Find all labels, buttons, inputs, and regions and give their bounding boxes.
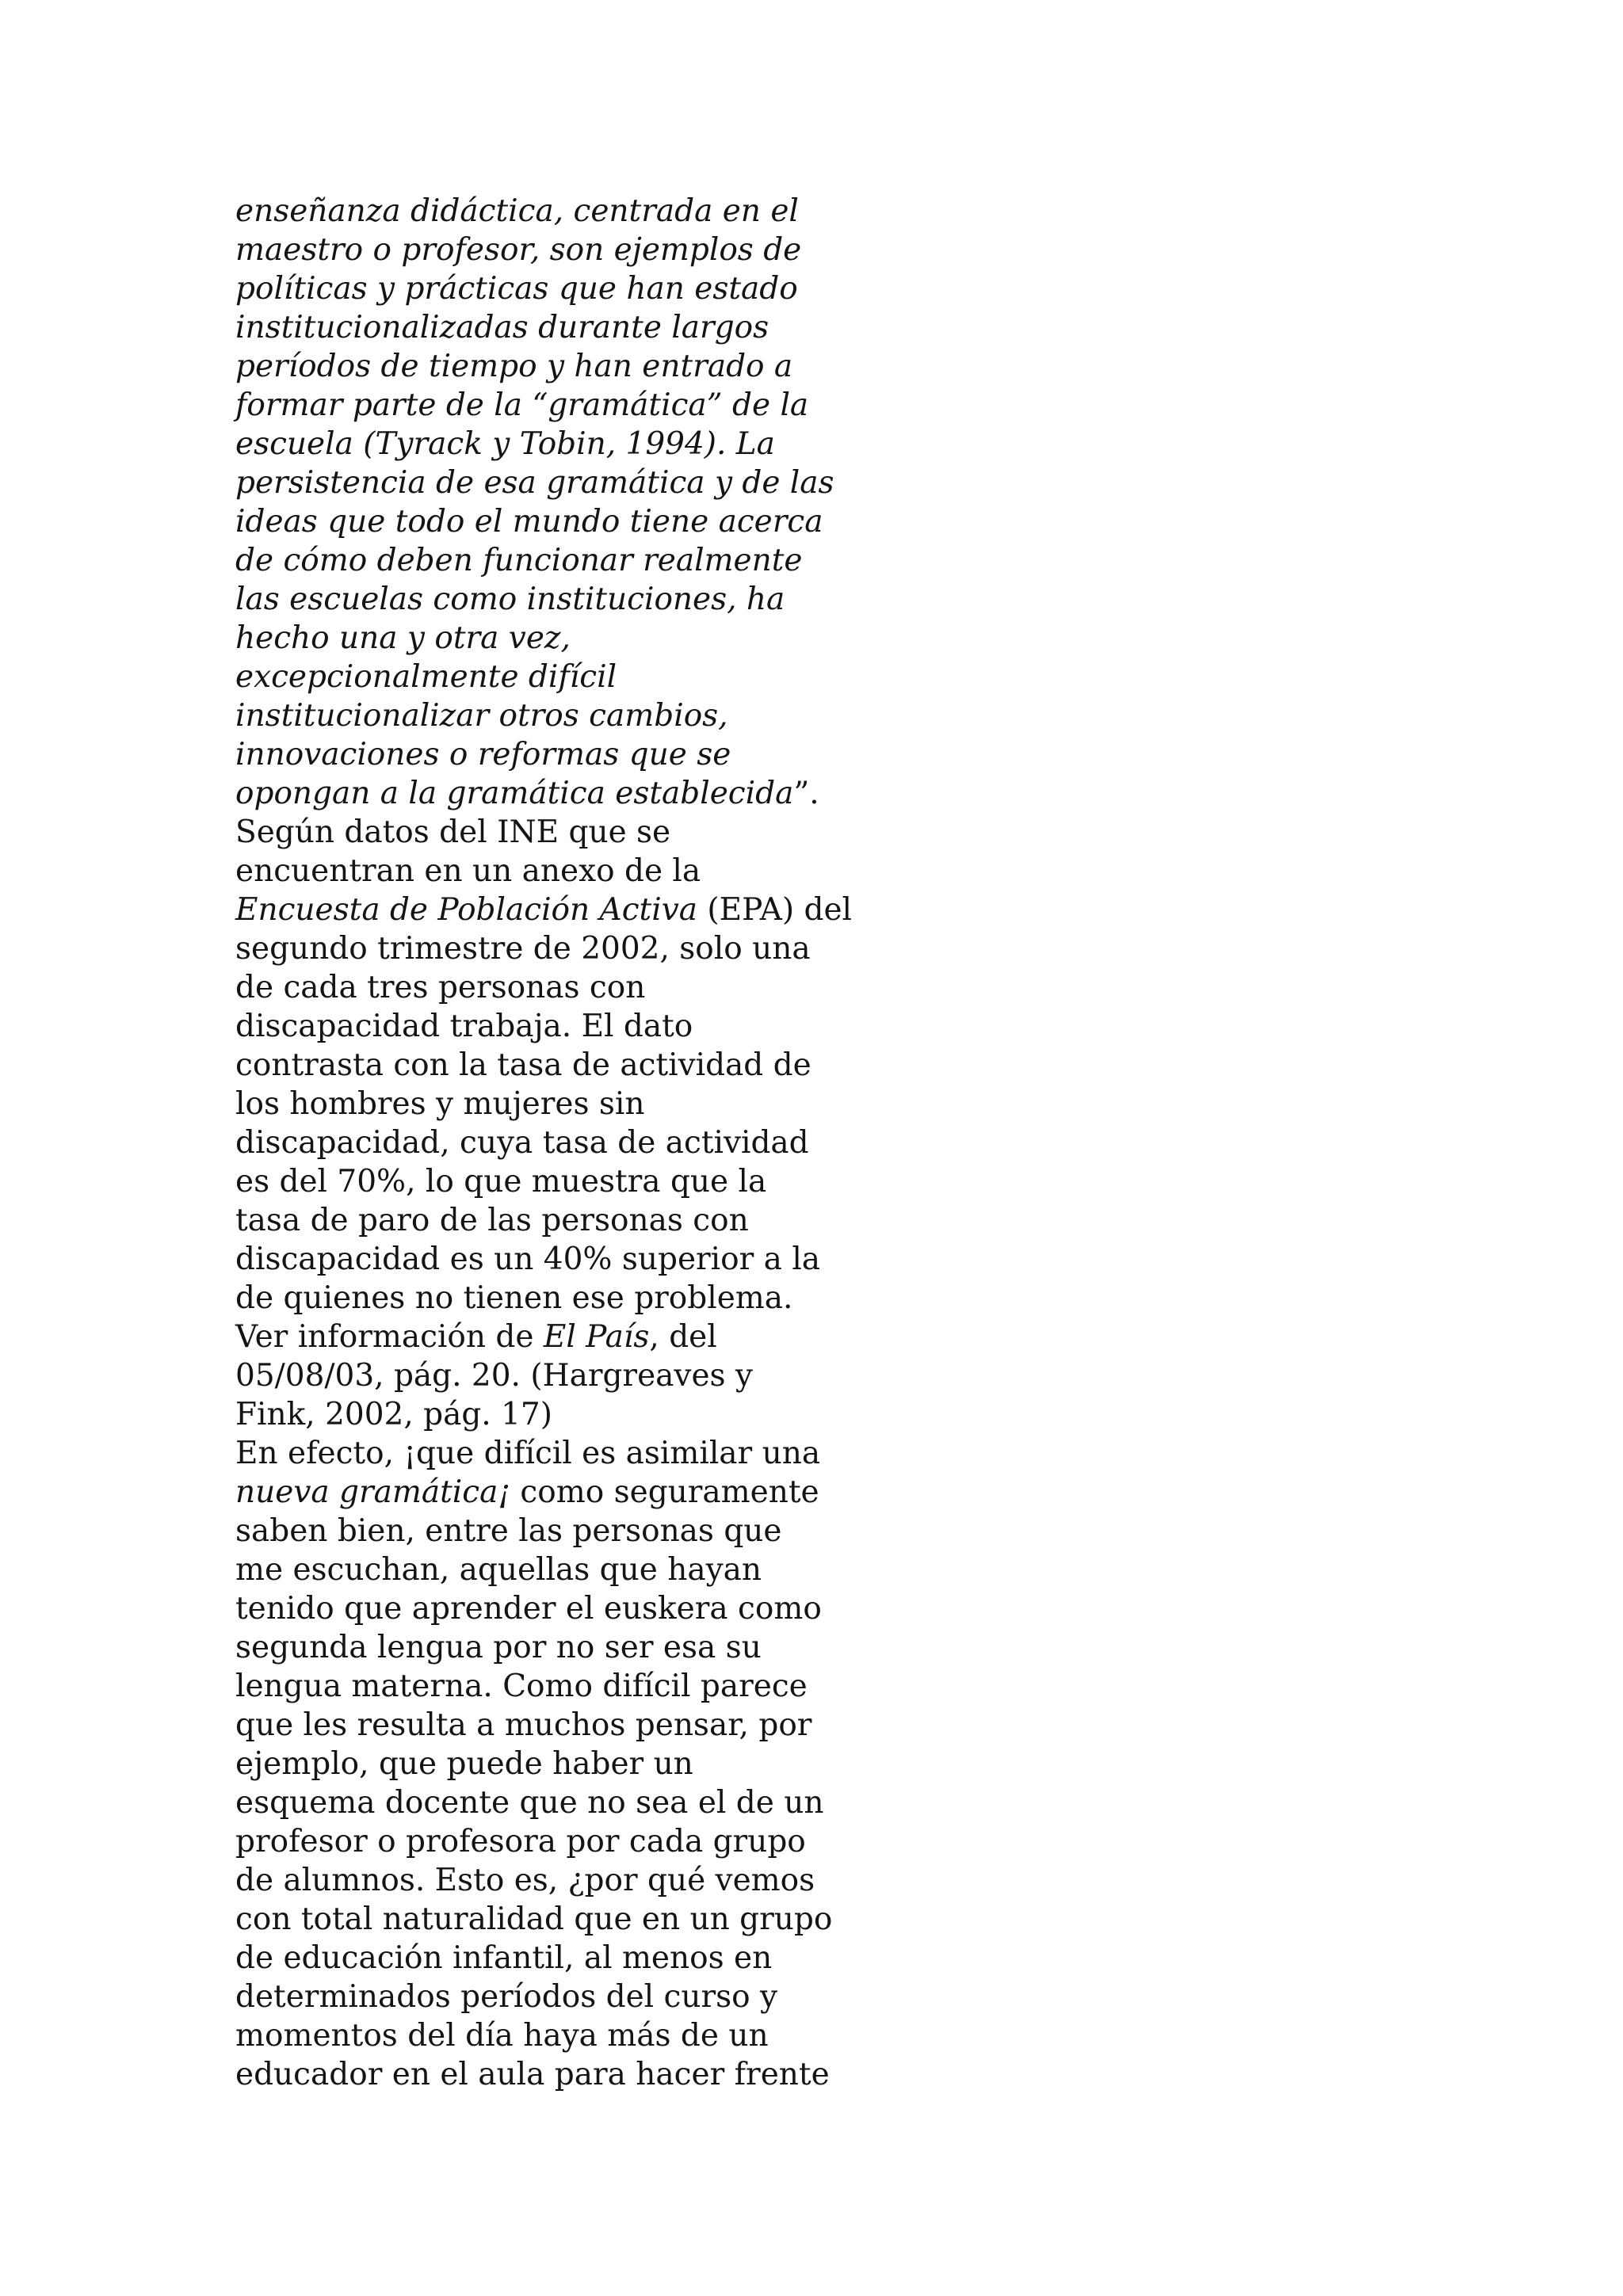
italic-text-run: opongan a la gramática establecida xyxy=(235,776,794,811)
italic-text-run: institucionalizadas durante largos xyxy=(235,310,769,345)
text-line xyxy=(235,813,869,852)
text-line xyxy=(235,231,869,269)
italic-text-run: hecho una y otra vez, xyxy=(235,620,571,656)
italic-text-run: persistencia de esa gramática y de las xyxy=(235,465,834,501)
italic-text-run: El País xyxy=(543,1319,650,1355)
text-line xyxy=(235,1473,869,1512)
text-run: de quienes no tienen ese problema. xyxy=(235,1280,793,1316)
text-run: discapacidad trabaja. El dato xyxy=(235,1009,693,1044)
text-line xyxy=(235,1085,869,1123)
text-run: me escuchan, aquellas que hayan xyxy=(235,1552,762,1588)
text-line xyxy=(235,386,869,425)
text-line xyxy=(235,1783,869,1822)
text-line xyxy=(235,852,869,891)
text-line xyxy=(235,1978,869,2016)
text-line xyxy=(235,1434,869,1473)
italic-text-run: las escuelas como instituciones, ha xyxy=(235,582,785,617)
text-run: Según datos del INE que se xyxy=(235,814,671,850)
italic-text-run: institucionalizar otros cambios, xyxy=(235,698,728,734)
text-run: de alumnos. Esto es, ¿por qué vemos xyxy=(235,1863,815,1898)
text-run: contrasta con la tasa de actividad de xyxy=(235,1047,812,1083)
text-line xyxy=(235,502,869,541)
text-run: de educación infantil, al menos en xyxy=(235,1940,773,1976)
text-line xyxy=(235,696,869,735)
text-line xyxy=(235,580,869,619)
text-line xyxy=(235,1279,869,1318)
text-line xyxy=(235,1900,869,1939)
text-line xyxy=(235,1822,869,1861)
text-line xyxy=(235,774,869,813)
text-line xyxy=(235,2055,869,2094)
text-line xyxy=(235,1939,869,1978)
italic-text-run: escuela (Tyrack y Tobin, 1994). La xyxy=(235,426,775,462)
italic-text-run: políticas y prácticas que han estado xyxy=(235,271,798,307)
text-run: En efecto, ¡que difícil es asimilar una xyxy=(235,1436,821,1471)
italic-text-run: innovaciones o reformas que se xyxy=(235,737,731,772)
text-line xyxy=(235,541,869,580)
text-run: con total naturalidad que en un grupo xyxy=(235,1901,833,1937)
text-line xyxy=(235,968,869,1007)
text-run: profesor o profesora por cada grupo xyxy=(235,1824,806,1859)
italic-text-run: Encuesta de Población Activa xyxy=(235,892,697,928)
text-run: de cada tres personas con xyxy=(235,970,646,1005)
text-line xyxy=(235,269,869,308)
text-line xyxy=(235,658,869,696)
text-line xyxy=(235,308,869,347)
text-line xyxy=(235,1395,869,1434)
text-run: Ver información de xyxy=(235,1319,544,1355)
text-run: como seguramente xyxy=(510,1474,819,1510)
text-line xyxy=(235,1201,869,1240)
text-line xyxy=(235,929,869,968)
italic-text-run: períodos de tiempo y han entrado a xyxy=(235,349,793,384)
text-line xyxy=(235,1356,869,1395)
text-line xyxy=(235,463,869,502)
text-run: educador en el aula para hacer frente xyxy=(235,2057,830,2092)
text-run: discapacidad es un 40% superior a la xyxy=(235,1241,821,1277)
italic-text-run: nueva gramática¡ xyxy=(235,1474,511,1510)
text-line xyxy=(235,1007,869,1046)
text-line xyxy=(235,1512,869,1550)
text-line xyxy=(235,347,869,386)
text-run: segundo trimestre de 2002, solo una xyxy=(235,931,811,967)
text-run: esquema docente que no sea el de un xyxy=(235,1785,824,1821)
text-line xyxy=(235,425,869,463)
text-run: momentos del día haya más de un xyxy=(235,2018,769,2054)
text-run: discapacidad, cuya tasa de actividad xyxy=(235,1125,809,1161)
text-line xyxy=(235,2016,869,2055)
body-text-column xyxy=(235,192,869,2094)
text-line xyxy=(235,1589,869,1628)
italic-text-run: formar parte de la “gramática” de la xyxy=(235,387,809,423)
text-line xyxy=(235,1667,869,1706)
text-line xyxy=(235,1318,869,1356)
text-line xyxy=(235,1046,869,1085)
italic-text-run: de cómo deben funcionar realmente xyxy=(235,543,803,578)
text-line xyxy=(235,1745,869,1783)
text-line xyxy=(235,1550,869,1589)
text-run: (EPA) del xyxy=(697,892,853,928)
text-line xyxy=(235,1162,869,1201)
text-line xyxy=(235,1861,869,1900)
italic-text-run: maestro o profesor, son ejemplos de xyxy=(235,232,802,268)
text-run: los hombres y mujeres sin xyxy=(235,1086,645,1122)
italic-text-run: enseñanza didáctica, centrada en el xyxy=(235,193,799,229)
text-line xyxy=(235,735,869,774)
text-run: encuentran en un anexo de la xyxy=(235,853,701,889)
text-line xyxy=(235,1706,869,1745)
text-run: 05/08/03, pág. 20. (Hargreaves y xyxy=(235,1358,753,1394)
text-run: determinados períodos del curso y xyxy=(235,1979,778,2015)
text-run: que les resulta a muchos pensar, por xyxy=(235,1707,812,1743)
text-run: tenido que aprender el euskera como xyxy=(235,1591,822,1627)
italic-text-run: ideas que todo el mundo tiene acerca xyxy=(235,504,823,540)
text-run: tasa de paro de las personas con xyxy=(235,1203,749,1238)
text-run: ”. xyxy=(793,776,819,811)
text-run: , del xyxy=(649,1319,717,1355)
text-run: saben bien, entre las personas que xyxy=(235,1513,782,1549)
italic-text-run: excepcionalmente difícil xyxy=(235,659,617,695)
text-line xyxy=(235,891,869,929)
text-line xyxy=(235,1240,869,1279)
text-line xyxy=(235,619,869,658)
text-line xyxy=(235,192,869,231)
text-run: lengua materna. Como difícil parece xyxy=(235,1669,808,1704)
text-run: Fink, 2002, pág. 17) xyxy=(235,1397,552,1432)
text-line xyxy=(235,1628,869,1667)
text-run: ejemplo, que puede haber un xyxy=(235,1746,693,1782)
text-run: es del 70%, lo que muestra que la xyxy=(235,1164,767,1199)
text-line xyxy=(235,1123,869,1162)
text-run: segunda lengua por no ser esa su xyxy=(235,1630,762,1665)
